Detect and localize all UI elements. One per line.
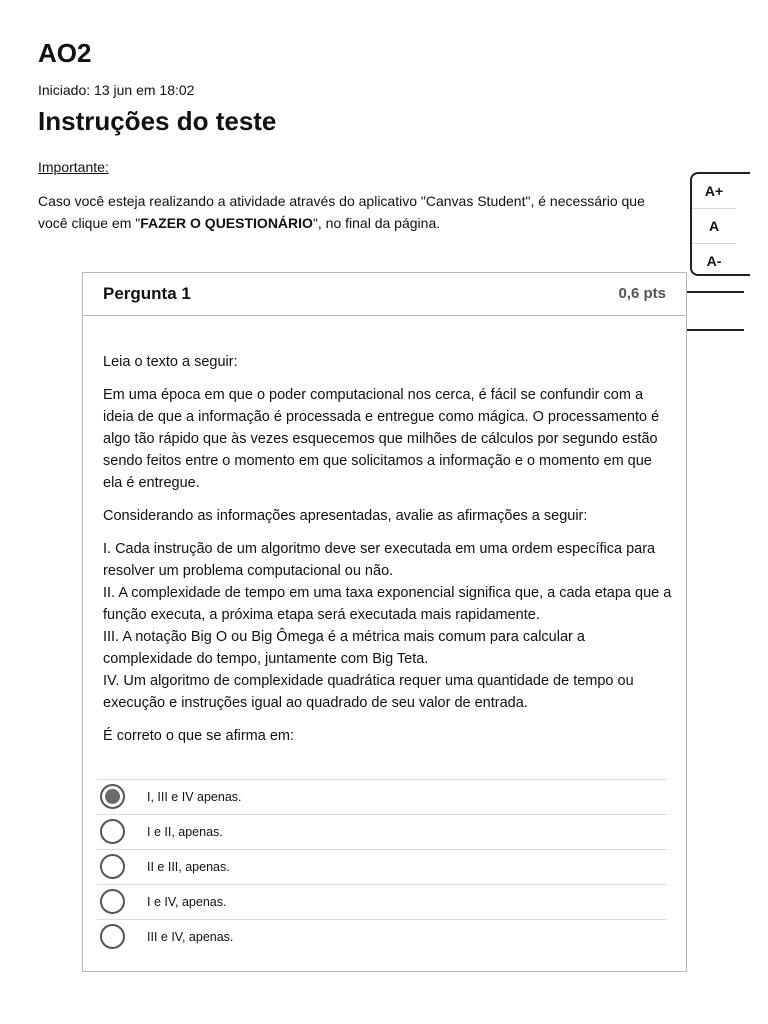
font-increase-button[interactable]: A+: [692, 174, 736, 209]
radio-button[interactable]: [100, 924, 125, 949]
question-closing: É correto o que se afirma em:: [103, 728, 294, 744]
font-normal-button[interactable]: A: [692, 209, 736, 244]
instruction-line-1: Caso você esteja realizando a atividade através do aplicativo "Canvas Student", é necessário que: [38, 193, 645, 209]
question-passage: Em uma época em que o poder computacional nos cerca, é fácil se confundir com a ideia de que a informação é processada e entregue como mágica. O processamento é algo tão rápido que às vezes esquecemos que milhões de cálculos por segundo estão sendo feitos entre o momento em que solicitamos a informação e o momento em que ela é entregue.: [103, 387, 660, 491]
instruction-text: [38, 190, 690, 234]
question-statements: [103, 538, 673, 714]
question-body: [103, 351, 673, 758]
answer-label: III e IV, apenas.: [147, 930, 234, 944]
page-title: AO2: [38, 38, 92, 68]
question-points: 0,6 pts: [618, 285, 666, 302]
font-size-controls: [690, 172, 750, 276]
answer-label: I, III e IV apenas.: [147, 790, 242, 804]
statement-3: III. A notação Big O ou Big Ômega é a métrica mais comum para calcular a complexidade do tempo, juntamente com Big Teta.: [103, 629, 585, 667]
instruction-line-2: [38, 212, 690, 234]
answer-option-1[interactable]: [97, 779, 667, 814]
question-card: [82, 272, 687, 972]
answer-option-2[interactable]: [97, 814, 667, 849]
answer-label: I e IV, apenas.: [147, 895, 227, 909]
question-intro: Leia o texto a seguir:: [103, 354, 238, 370]
answer-list: [97, 779, 667, 954]
radio-button[interactable]: [100, 784, 125, 809]
statement-2: II. A complexidade de tempo em uma taxa exponencial significa que, a cada etapa que a função executa, a próxima etapa será executada mais rapidamente.: [103, 585, 672, 623]
important-label: Importante:: [38, 159, 109, 175]
font-decrease-button[interactable]: A-: [706, 253, 722, 269]
answer-option-3[interactable]: [97, 849, 667, 884]
question-prompt: Considerando as informações apresentadas, avalie as afirmações a seguir:: [103, 508, 588, 524]
instructions-heading: Instruções do teste: [38, 106, 277, 136]
question-header: [83, 273, 686, 316]
question-title: Pergunta 1: [103, 284, 191, 303]
started-timestamp: Iniciado: 13 jun em 18:02: [38, 82, 195, 98]
radio-button[interactable]: [100, 854, 125, 879]
answer-option-5[interactable]: [97, 919, 667, 954]
statement-1: I. Cada instrução de um algoritmo deve ser executada em uma ordem específica para resolver um problema computacional ou não.: [103, 541, 656, 579]
answer-option-4[interactable]: [97, 884, 667, 919]
instruction-line-2-bold: FAZER O QUESTIONÁRIO: [140, 215, 313, 231]
radio-button[interactable]: [100, 889, 125, 914]
instruction-line-2-pre: você clique em ": [38, 215, 141, 231]
statement-4: IV. Um algoritmo de complexidade quadrática requer uma quantidade de tempo ou execução e instruções igual ao quadrado de seu valor de entrada.: [103, 673, 634, 711]
instruction-line-2-post: ", no final da página.: [312, 215, 441, 231]
answer-label: I e II, apenas.: [147, 825, 223, 839]
radio-button[interactable]: [100, 819, 125, 844]
answer-label: II e III, apenas.: [147, 860, 230, 874]
